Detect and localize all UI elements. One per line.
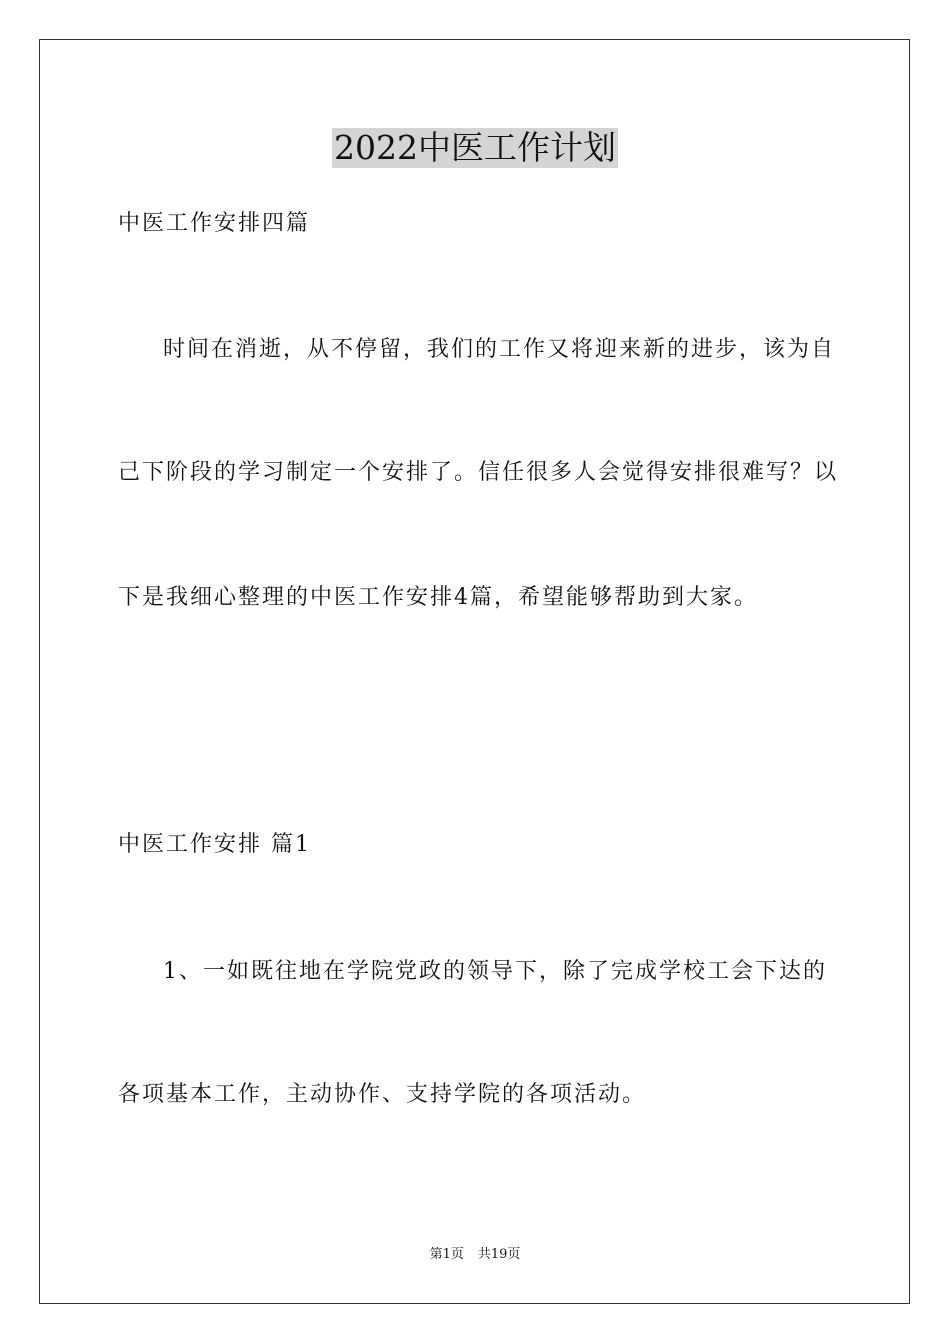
section-heading: 中医工作安排 篇1 [118, 832, 311, 857]
document-subtitle: 中医工作安排四篇 [118, 211, 311, 236]
item-line-1: 1、一如既往地在学院党政的领导下，除了完成学校工会下达的 [163, 959, 827, 984]
title-container [0, 128, 950, 168]
intro-line-2: 己下阶段的学习制定一个安排了。信任很多人会觉得安排很难写？以 [118, 460, 839, 485]
page-number: 第1页 [429, 1247, 464, 1262]
intro-line-1: 时间在消逝，从不停留，我们的工作又将迎来新的进步，该为自 [163, 337, 836, 362]
item-line-2: 各项基本工作，主动协作、支持学院的各项活动。 [118, 1082, 647, 1107]
page-footer [0, 1246, 950, 1264]
document-title: 2022中医工作计划 [334, 128, 616, 167]
page-total: 共19页 [477, 1247, 521, 1262]
intro-line-3: 下是我细心整理的中医工作安排4篇，希望能够帮助到大家。 [118, 585, 758, 610]
